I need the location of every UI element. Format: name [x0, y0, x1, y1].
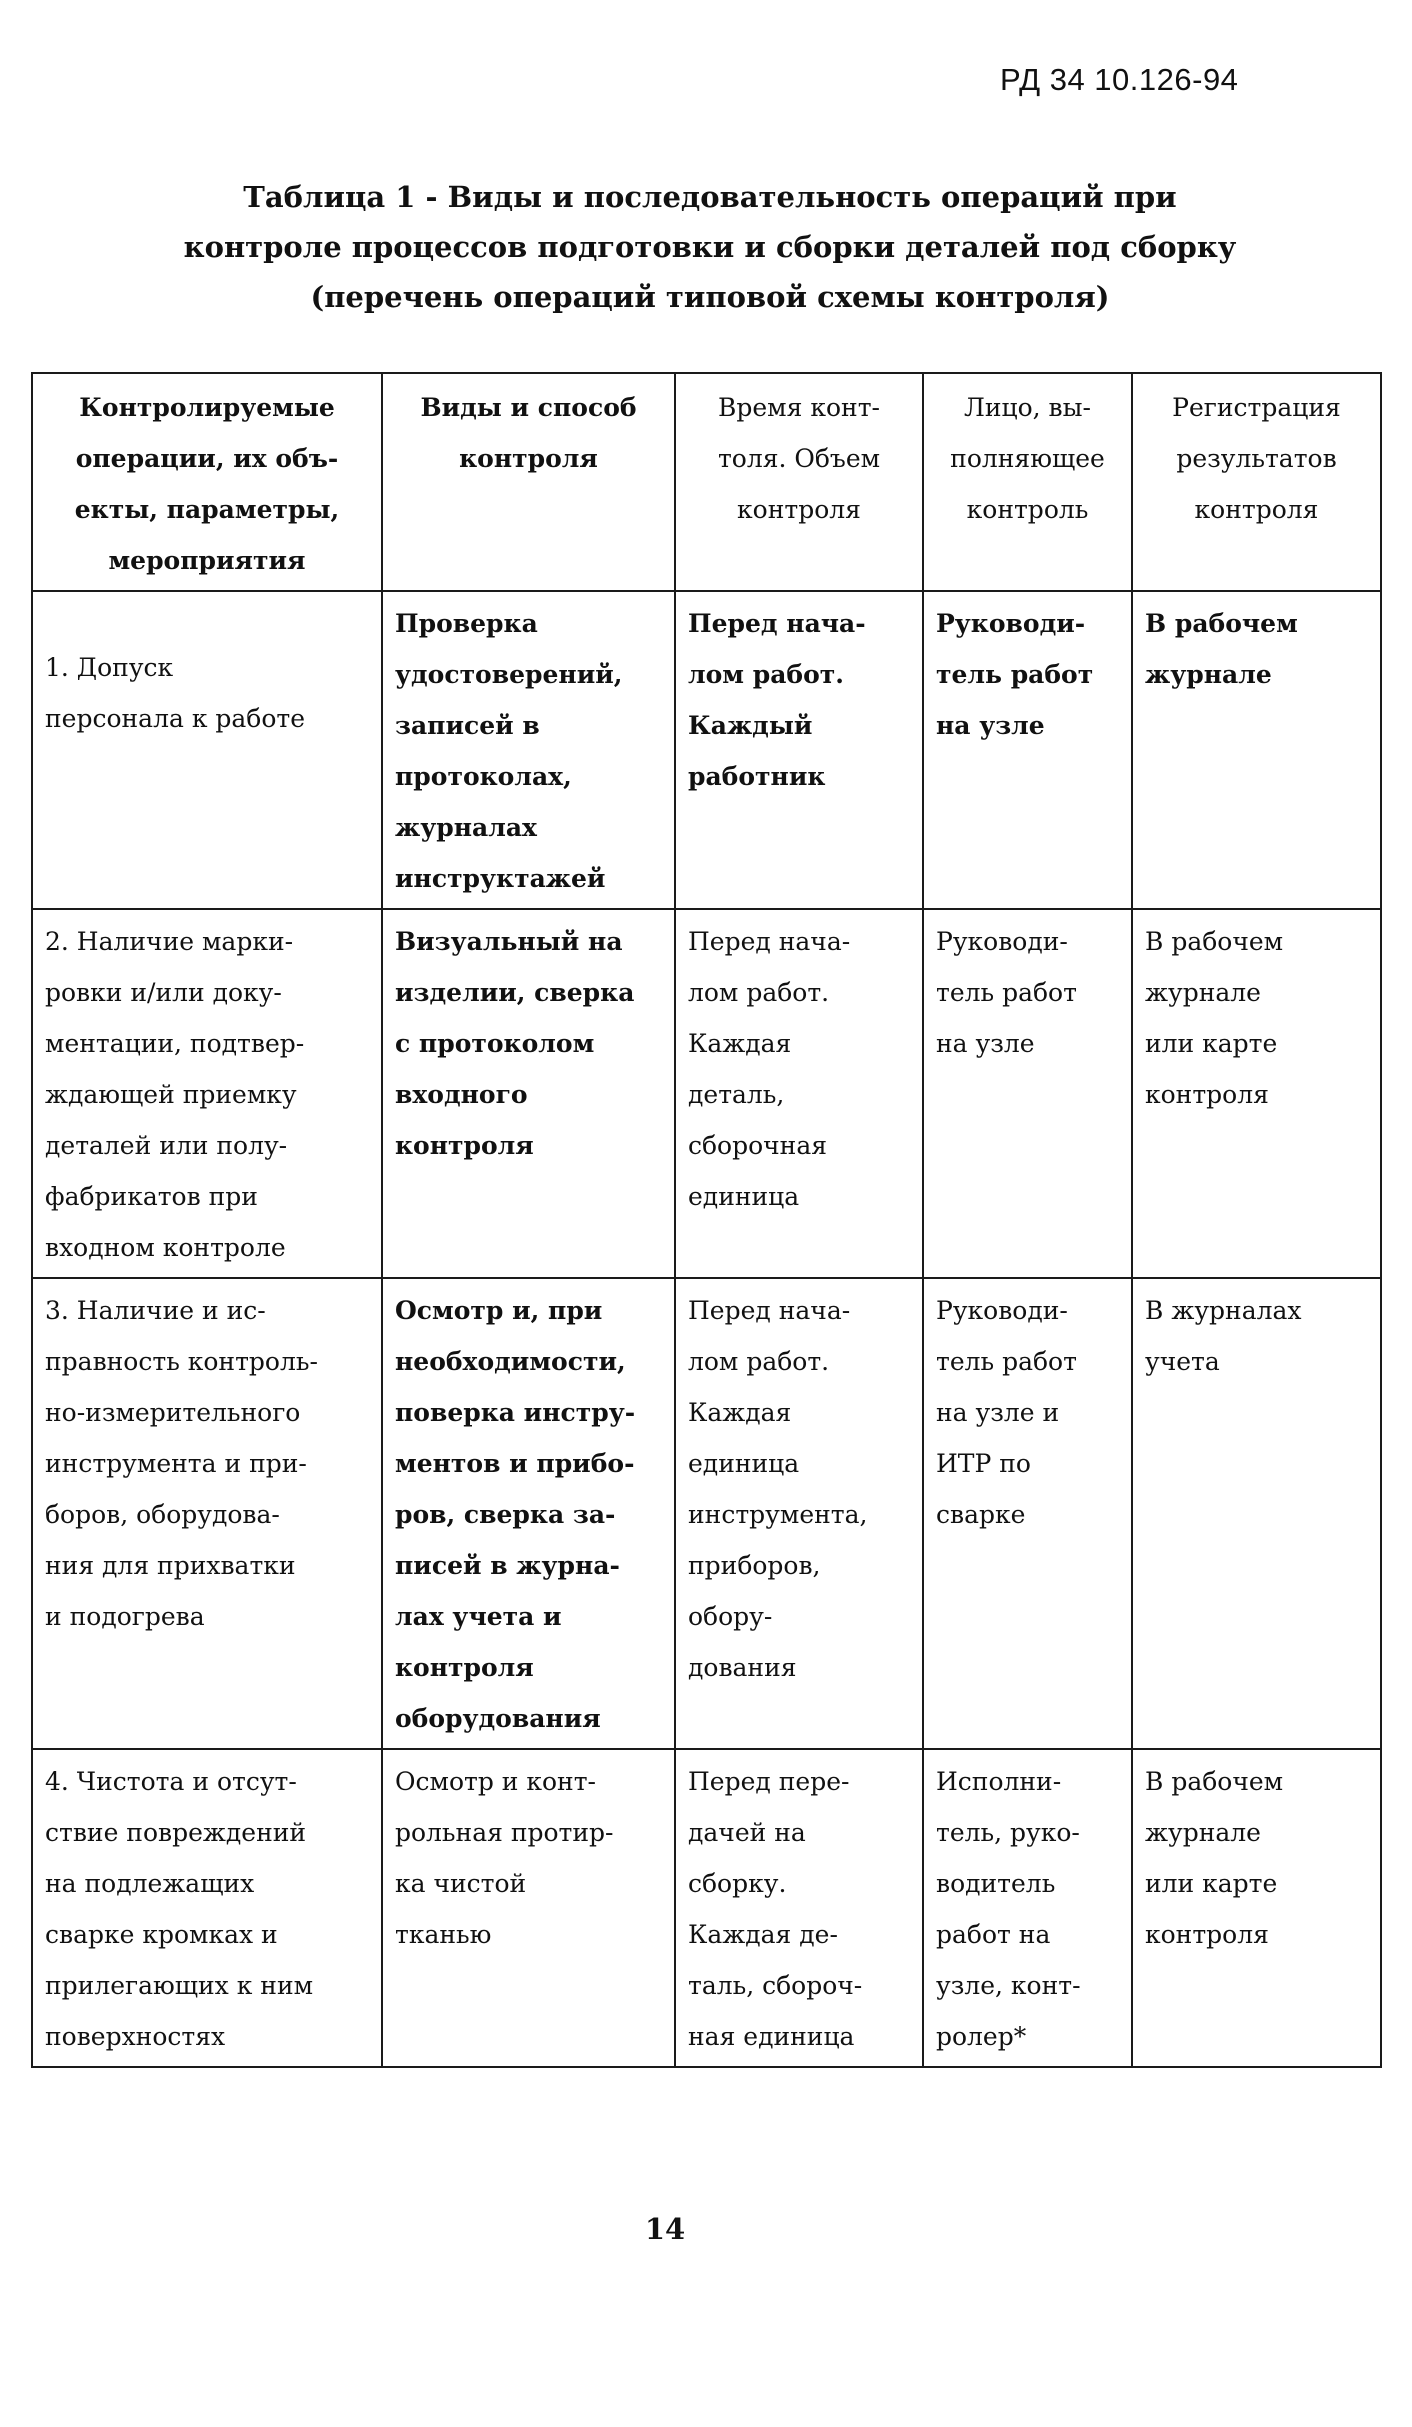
header-registration: Регистрация результатов контроля	[1132, 373, 1381, 591]
header-control-time: Время конт- толя. Объем контроля	[675, 373, 923, 591]
table-cell: Руководи- тель работ на узле и ИТР по сварке	[923, 1278, 1132, 1749]
document-code: РД 34 10.126-94	[1000, 62, 1239, 97]
table-cell: Исполни- тель, руко- водитель работ на узле, конт- ролер*	[923, 1749, 1132, 2067]
table-cell: 1. Допуск персонала к работе	[32, 591, 382, 909]
table-cell: В журналах учета	[1132, 1278, 1381, 1749]
caption-line-2: контроле процессов подготовки и сборки деталей под сборку	[183, 230, 1237, 264]
table-row	[32, 591, 1381, 909]
header-controlled-operations: Контролируемые операции, их объ- екты, параметры, мероприятия	[32, 373, 382, 591]
caption-line-1: Таблица 1 - Виды и последовательность операций при	[243, 180, 1177, 214]
table-cell: Руководи- тель работ на узле	[923, 591, 1132, 909]
caption-line-3: (перечень операций типовой схемы контроля)	[310, 280, 1110, 314]
table-cell: В рабочем журнале или карте контроля	[1132, 909, 1381, 1278]
table-cell: Руководи- тель работ на узле	[923, 909, 1132, 1278]
table-cell: Перед нача- лом работ. Каждый работник	[675, 591, 923, 909]
page-number: 14	[644, 2212, 686, 2246]
table-caption	[60, 172, 1360, 322]
table-cell: 4. Чистота и отсут- ствие повреждений на подлежащих сварке кромках и прилегающих к ним поверхностях	[32, 1749, 382, 2067]
table-row	[32, 1278, 1381, 1749]
table-cell: Перед нача- лом работ. Каждая деталь, сборочная единица	[675, 909, 923, 1278]
table-cell: В рабочем журнале	[1132, 591, 1381, 909]
table-cell: Осмотр и конт- рольная протир- ка чистой тканью	[382, 1749, 675, 2067]
header-control-method: Виды и способ контроля	[382, 373, 675, 591]
table-cell: 3. Наличие и ис- правность контроль- но-измерительного инструмента и при- боров, оборудова- ния для прихватки и подогрева	[32, 1278, 382, 1749]
table-cell: Визуальный на изделии, сверка с протоколом входного контроля	[382, 909, 675, 1278]
table-cell: Осмотр и, при необходимости, поверка инстру- ментов и прибо- ров, сверка за- писей в журна- лах учета и контроля оборудования	[382, 1278, 675, 1749]
table-row	[32, 909, 1381, 1278]
table-cell: 2. Наличие марки- ровки и/или доку- ментации, подтвер- ждающей приемку деталей или полу- фабрикатов при входном контроле	[32, 909, 382, 1278]
table-header-row	[32, 373, 1381, 591]
table-cell: В рабочем журнале или карте контроля	[1132, 1749, 1381, 2067]
table-cell: Проверка удостоверений, записей в протоколах, журналах инструктажей	[382, 591, 675, 909]
table-cell: Перед пере- дачей на сборку. Каждая де- таль, сбороч- ная единица	[675, 1749, 923, 2067]
table-row	[32, 1749, 1381, 2067]
control-operations-table	[31, 372, 1380, 2068]
table-cell: Перед нача- лом работ. Каждая единица инструмента, приборов, обору- дования	[675, 1278, 923, 1749]
header-control-person: Лицо, вы- полняющее контроль	[923, 373, 1132, 591]
